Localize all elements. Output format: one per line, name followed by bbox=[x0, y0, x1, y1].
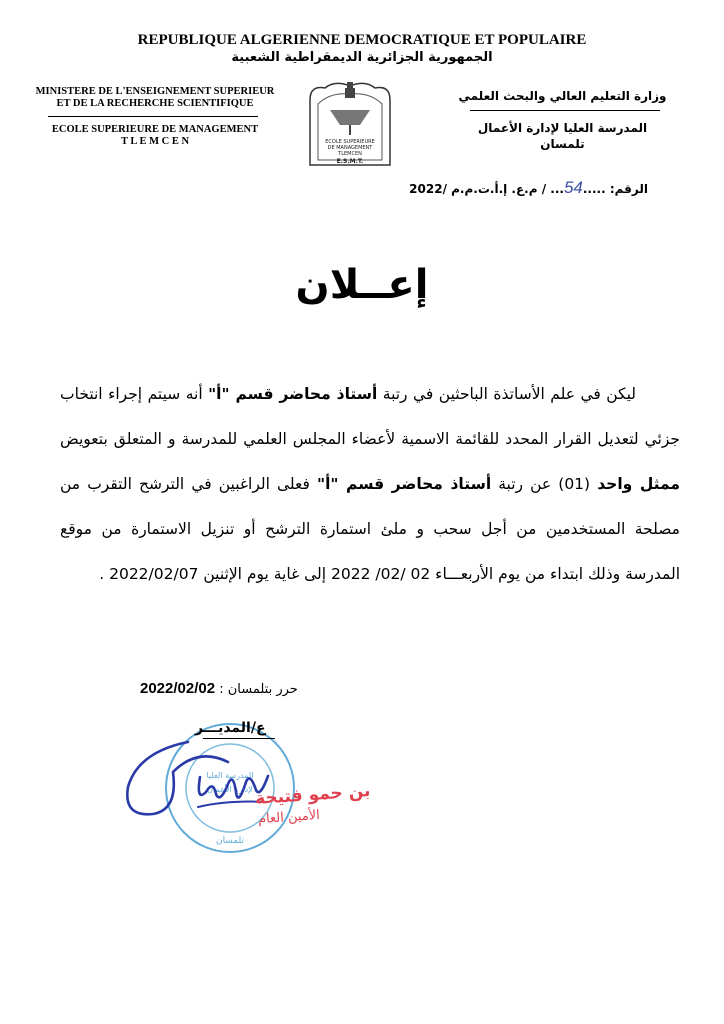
place-label: حرر بتلمسان : bbox=[215, 682, 298, 697]
reference-number bbox=[409, 178, 648, 198]
body-line1-pre: ليكن في علم الأساتذة الباحثين في رتبة bbox=[377, 385, 637, 403]
school-ar-line1: المدرسة العليا لإدارة الأعمال bbox=[477, 121, 648, 135]
place-date bbox=[140, 680, 298, 697]
divider-right bbox=[470, 110, 660, 111]
school-fr-line2: T L E M C E N bbox=[120, 136, 190, 147]
reference-suffix: ... / م.ع. إ.أ.ت.م.م /2022 bbox=[409, 182, 564, 196]
ministry-fr-line2: ET DE LA RECHERCHE SCIENTIFIQUE bbox=[56, 98, 254, 109]
reference-label: الرقم: ..... bbox=[582, 182, 648, 196]
issue-date: 2022/02/02 bbox=[140, 680, 216, 697]
director-label: ع/المديـــر bbox=[195, 720, 266, 736]
school-fr bbox=[30, 124, 280, 148]
reference-value: 54 bbox=[563, 178, 583, 197]
body-line1-post: أنه سيتم إجراء انتخاب جزئي لتعديل القرار المحدد للقائمة الاسمية لأعضاء المجلس العلمي للمدرسة و المتعلق بتعويض bbox=[60, 385, 680, 448]
school-ar bbox=[440, 120, 685, 152]
ministry-fr-line1: MINISTERE DE L'ENSEIGNEMENT SUPERIEUR bbox=[35, 86, 275, 97]
announcement-title: إعــلان bbox=[295, 262, 429, 308]
body-rest: فعلى الراغبين في الترشح التقرب من مصلحة المستخدمين من أجل سحب و ملئ استمارة الترشح أو تنزيل الاستمارة من موقع المدرسة وذلك ابتداء من يوم الأربعـــاء 02 /02/ 2022 إلى غاية يوم الإثنين 2022/02/07 . bbox=[60, 475, 680, 583]
school-fr-line1: ECOLE SUPERIEURE DE MANAGEMENT bbox=[51, 124, 259, 135]
body-mid: (01) عن رتبة bbox=[491, 475, 598, 493]
school-logo bbox=[300, 80, 400, 170]
announcement-body bbox=[60, 372, 680, 597]
logo-line1: ECOLE SUPERIEURE bbox=[325, 139, 375, 145]
body-rank-2: أستاذ محاضر قسم "أ" bbox=[317, 475, 492, 493]
logo-line2: DE MANAGEMENT bbox=[327, 145, 373, 151]
body-rep-count: ممثل واحد bbox=[597, 475, 680, 493]
svg-text:المدرسة العليا: المدرسة العليا bbox=[206, 771, 254, 780]
republic-title-fr: REPUBLIQUE ALGERIENNE DEMOCRATIQUE ET POPULAIRE bbox=[137, 32, 587, 48]
ministry-fr bbox=[30, 86, 280, 110]
ministry-ar: وزارة التعليم العالي والبحث العلمي bbox=[458, 89, 667, 103]
svg-text:تلمسان: تلمسان bbox=[215, 836, 245, 846]
divider-left bbox=[48, 116, 258, 117]
logo-line3: TLEMCEN bbox=[338, 151, 362, 157]
logo-abbr: E.S.M.T. bbox=[336, 158, 364, 165]
signer-name: بن حمو فتيحة bbox=[254, 780, 371, 810]
svg-text:لإدارة الأعمال: لإدارة الأعمال bbox=[207, 785, 253, 794]
school-ar-line2: تلمسان bbox=[540, 137, 585, 151]
signer-role: الأمين العام bbox=[257, 807, 321, 828]
body-rank-1: أستاذ محاضر قسم "أ" bbox=[208, 385, 378, 403]
republic-title-ar: الجمهورية الجزائرية الديمقراطية الشعبية bbox=[231, 50, 493, 65]
